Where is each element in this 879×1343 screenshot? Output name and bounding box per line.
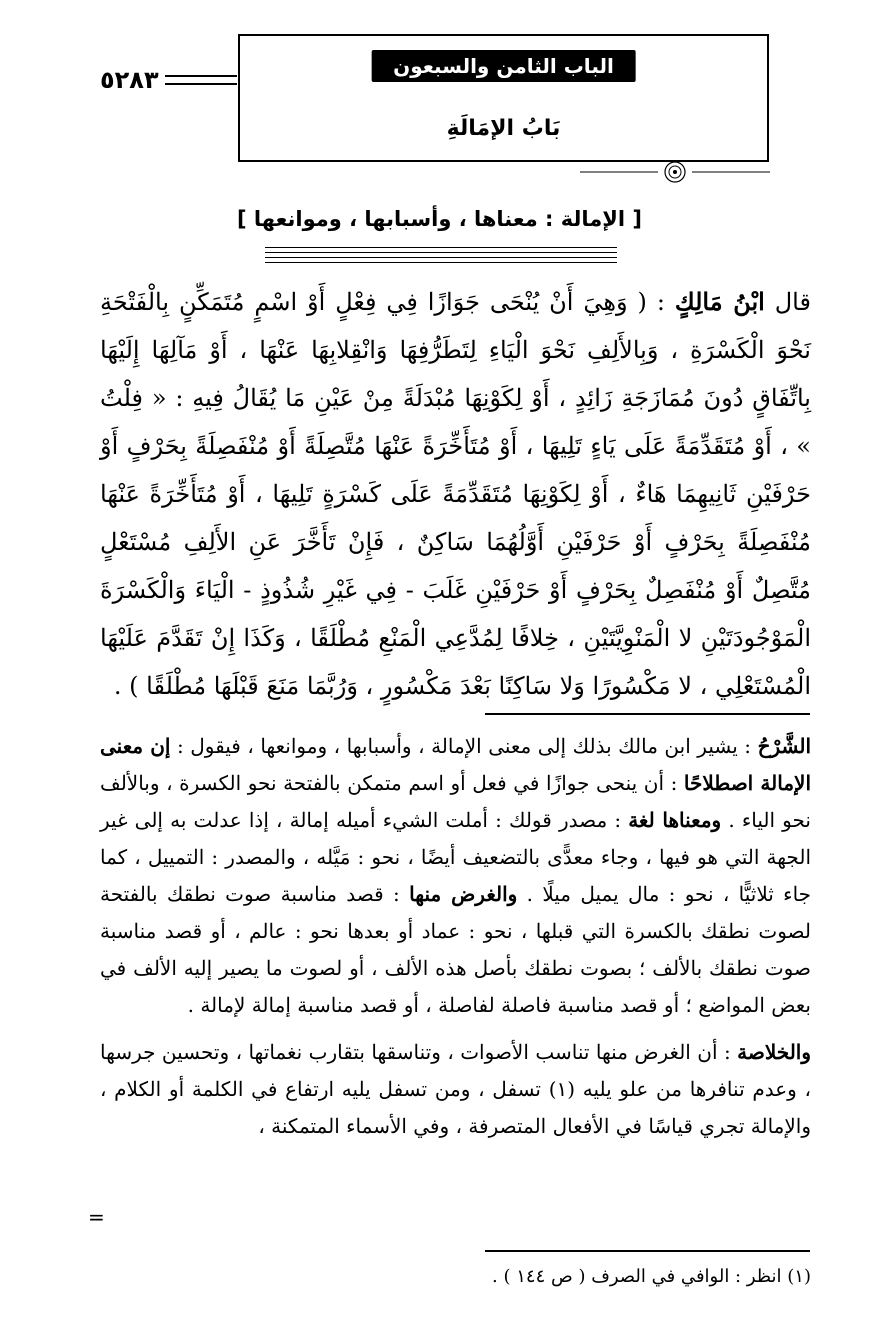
sharh-commentary — [100, 728, 811, 1145]
sharh-label: إن معنى الإمالة اصطلاحًا — [100, 734, 811, 795]
continuation-mark: = — [88, 1205, 105, 1229]
sharh-label: والغرض منها — [409, 882, 518, 906]
heading-rule-3 — [265, 257, 617, 258]
page-number — [100, 66, 237, 94]
section-heading: بَابُ الإمَالَةِ — [446, 116, 561, 141]
footnote-divider — [485, 1250, 810, 1252]
heading-rule-1 — [265, 247, 617, 248]
heading-rule-2 — [265, 252, 617, 253]
heading-rule-4 — [265, 262, 617, 263]
sharh-text: : مصدر قولك : أملت الشيء أميله إمالة ، إذا عدلت به إلى غير الجهة التي هو فيها ، وجاء معدًّى بالتضعيف أيضًا ، نحو : مَيَّله ، والمصدر : التمييل ، كما جاء ثلاثيًّا ، نحو : مال يميل ميلًا . — [100, 808, 812, 906]
matn-body: : ( وَهِيَ أَنْ يُنْحَى جَوَازًا فِي فِعْلٍ أَوْ اسْمٍ مُتَمَكِّنٍ بِالْفَتْحَةِ نَحْوَ الْكَسْرَةِ ، وَبِالأَلِفِ نَحْوَ الْيَاءِ لِتَطَرُّفِهَا وَانْقِلابِهَا عَنْهَا ، أَوْ مَآلِهَا إِلَيْهَا بِاتِّفَاقٍ دُونَ مُمَازَجَةِ زَائِدٍ ، أَوْ لِكَوْنِهَا مُبْدَلَةً مِنْ عَيْنِ مَا يُقَالُ فِيهِ : « فِلْتُ » ، أَوْ مُتَقَدِّمَةً عَلَى يَاءٍ تَلِيهَا ، أَوْ مُتَأَخِّرَةً عَنْهَا مُتَّصِلَةً أَوْ مُنْفَصِلَةً بِحَرْفٍ أَوْ حَرْفَيْنِ ثَانِيهِمَا هَاءٌ ، أَوْ لِكَوْنِهَا مُتَقَدِّمَةً عَلَى كَسْرَةٍ تَلِيهَا ، أَوْ مُتَأَخِّرَةً عَنْهَا مُنْفَصِلَةً بِحَرْفٍ أَوْ حَرْفَيْنِ أَوَّلُهُمَا سَاكِنٌ ، فَإِنْ تَأَخَّرَ عَنِ الأَلِفِ مُسْتَعْلٍ مُتَّصِلٌ أَوْ مُنْفَصِلٌ بِحَرْفٍ أَوْ حَرْفَيْنِ غَلَبَ - فِي غَيْرِ شُذُوذٍ - الْيَاءَ وَالْكَسْرَةَ الْمَوْجُودَتَيْنِ لا الْمَنْوِيَّتَيْنِ ، خِلافًا لِمُدَّعِي الْمَنْعِ مُطْلَقًا ، وَكَذَا إِنْ تَقَدَّمَ عَلَيْهَا الْمُسْتَعْلِي ، لا مَكْسُورًا وَلا سَاكِنًا بَعْدَ مَكْسُورٍ ، وَرُبَّمَا مَنَعَ قَبْلَهَا مُطْلَقًا ) . — [100, 288, 811, 700]
matn-author: ابْنُ مَالِكٍ — [674, 287, 765, 316]
sharh-text: : أن الغرض منها تناسب الأصوات ، وتناسقها بتقارب نغماتها ، وتحسين جرسها ، وعدم تنافرها من علو يليه (١) تسفل ، ومن تسفل يليه ارتفاع في الكلمة أو الكلام ، والإمالة تجري قياسًا في الأفعال المتصرفة ، وفي الأسماء المتمكنة ، — [100, 1040, 811, 1138]
sharh-paragraph — [100, 728, 811, 1024]
footnote: (١) انظر : الوافي في الصرف ( ص ١٤٤ ) . — [492, 1266, 811, 1287]
sharh-label: الشَّرْحُ — [757, 734, 812, 758]
sharh-text: : يشير ابن مالك بذلك إلى معنى الإمالة ، وأسبابها ، وموانعها ، فيقول : — [176, 734, 752, 758]
sharh-paragraph — [100, 1034, 811, 1145]
chapter-header-frame — [238, 34, 769, 162]
page-number-value: ٥٢٨٣ — [100, 66, 159, 94]
page-number-rule — [165, 75, 237, 85]
sharh-label: ومعناها لغة — [628, 808, 722, 832]
sub-heading: [ الإمالة : معناها ، وأسبابها ، وموانعها ] — [236, 207, 643, 231]
sharh-text: : أن ينحى جوازًا في فعل أو اسم متمكن بالفتحة نحو الكسرة ، وبالألف نحو الياء . — [100, 771, 811, 832]
matn-intro: قال — [774, 288, 811, 316]
chapter-title: الباب الثامن والسبعون — [371, 50, 636, 82]
ornament-rosette — [580, 160, 770, 184]
section-divider — [485, 713, 810, 715]
sharh-label: والخلاصة — [737, 1040, 811, 1064]
sharh-text: : قصد مناسبة صوت نطقك بالفتحة لصوت نطقك بالكسرة التي قبلها ، نحو : عماد أو بعدها نحو : عالم ، أو قصد مناسبة صوت نطقك بالألف ؛ بصوت نطقك بأصل هذه الألف ، أو لصوت ما يصير إليه الألف في بعض المواضع ؛ أو قصد مناسبة فاصلة لفاصلة ، أو قصد مناسبة إمالة لإمالة . — [100, 882, 811, 1017]
matn-text — [100, 278, 811, 710]
